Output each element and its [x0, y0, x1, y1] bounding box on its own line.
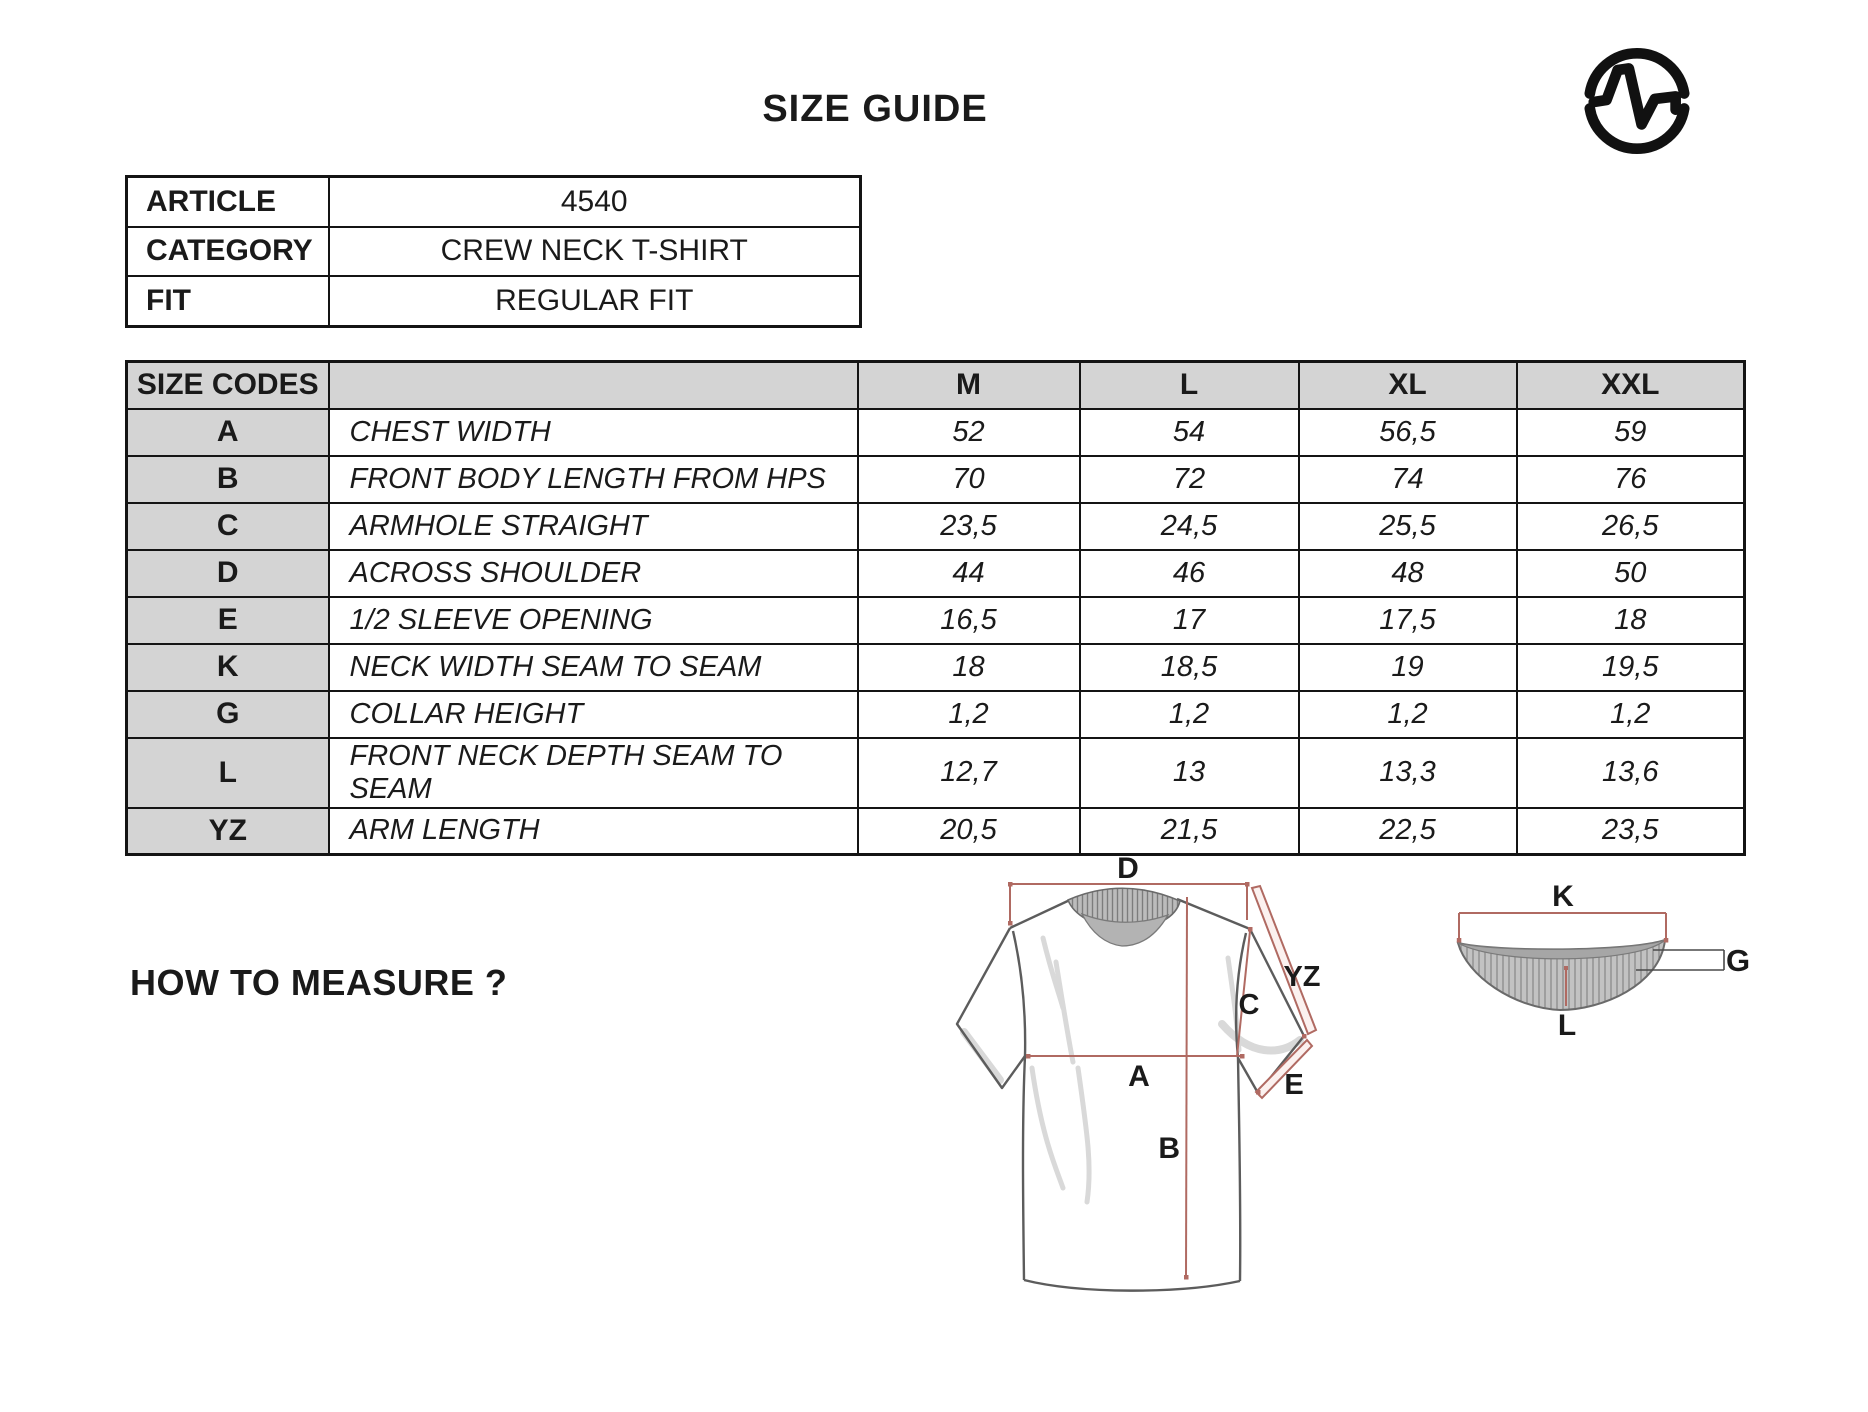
- row-code: B: [127, 456, 329, 503]
- row-name: ARM LENGTH: [329, 808, 858, 855]
- info-row-fit: [127, 276, 861, 326]
- size-header-m: M: [858, 362, 1080, 409]
- row-code: YZ: [127, 808, 329, 855]
- cell-xxl: 23,5: [1517, 808, 1745, 855]
- cell-xl: 17,5: [1299, 597, 1517, 644]
- label-c: C: [1238, 989, 1260, 1021]
- cell-l: 24,5: [1080, 503, 1299, 550]
- row-name: CHEST WIDTH: [329, 409, 858, 456]
- cell-xxl: 26,5: [1517, 503, 1745, 550]
- info-row-category: [127, 227, 861, 277]
- cell-m: 16,5: [858, 597, 1080, 644]
- size-table-header-row: [127, 362, 1745, 409]
- tshirt-diagram: [938, 852, 1330, 1304]
- collar-diagram: [1438, 876, 1760, 1042]
- table-row: [127, 456, 1745, 503]
- row-code: A: [127, 409, 329, 456]
- cell-xxl: 13,6: [1517, 738, 1745, 808]
- row-code: C: [127, 503, 329, 550]
- row-name: ACROSS SHOULDER: [329, 550, 858, 597]
- cell-l: 13: [1080, 738, 1299, 808]
- label-e: E: [1284, 1069, 1304, 1101]
- cell-xxl: 1,2: [1517, 691, 1745, 738]
- logo-n-wave: [1594, 68, 1676, 124]
- measure-band-yz: [1252, 886, 1316, 1034]
- cell-m: 12,7: [858, 738, 1080, 808]
- label-l: L: [1557, 1009, 1577, 1042]
- how-to-measure-heading: HOW TO MEASURE ?: [130, 962, 508, 1003]
- tshirt-collar: [1068, 888, 1180, 946]
- cell-l: 54: [1080, 409, 1299, 456]
- measure-line-b: [1186, 897, 1187, 1277]
- info-label-fit: FIT: [127, 276, 329, 326]
- table-row: [127, 644, 1745, 691]
- cell-m: 70: [858, 456, 1080, 503]
- info-value-article: 4540: [329, 177, 861, 227]
- cell-xl: 25,5: [1299, 503, 1517, 550]
- size-codes-header: SIZE CODES: [127, 362, 329, 409]
- collar-band: [1458, 940, 1665, 1010]
- cell-xxl: 50: [1517, 550, 1745, 597]
- tshirt-measure-dots: [1008, 882, 1307, 1280]
- size-header-l: L: [1080, 362, 1299, 409]
- cell-m: 52: [858, 409, 1080, 456]
- cell-xxl: 76: [1517, 456, 1745, 503]
- cell-l: 21,5: [1080, 808, 1299, 855]
- cell-m: 18: [858, 644, 1080, 691]
- row-code: E: [127, 597, 329, 644]
- cell-xl: 22,5: [1299, 808, 1517, 855]
- table-row: [127, 691, 1745, 738]
- cell-xl: 13,3: [1299, 738, 1517, 808]
- cell-l: 46: [1080, 550, 1299, 597]
- row-name: FRONT NECK DEPTH SEAM TO SEAM: [329, 738, 858, 808]
- cell-xl: 56,5: [1299, 409, 1517, 456]
- label-k: K: [1552, 880, 1574, 913]
- cell-m: 1,2: [858, 691, 1080, 738]
- row-code: L: [127, 738, 329, 808]
- cell-xxl: 19,5: [1517, 644, 1745, 691]
- cell-l: 18,5: [1080, 644, 1299, 691]
- brand-logo-icon: [1576, 40, 1698, 162]
- row-code: K: [127, 644, 329, 691]
- label-yz: YZ: [1283, 961, 1321, 993]
- cell-xxl: 59: [1517, 409, 1745, 456]
- cell-xl: 19: [1299, 644, 1517, 691]
- table-row: [127, 808, 1745, 855]
- measurement-name-header: [329, 362, 858, 409]
- cell-xxl: 18: [1517, 597, 1745, 644]
- row-name: ARMHOLE STRAIGHT: [329, 503, 858, 550]
- table-row: [127, 550, 1745, 597]
- info-label-article: ARTICLE: [127, 177, 329, 227]
- info-value-category: CREW NECK T-SHIRT: [329, 227, 861, 277]
- table-row: [127, 503, 1745, 550]
- cell-l: 72: [1080, 456, 1299, 503]
- cell-l: 17: [1080, 597, 1299, 644]
- table-row: [127, 738, 1745, 808]
- tshirt-measure-lines: [1010, 884, 1316, 1277]
- label-g: G: [1725, 943, 1751, 978]
- label-b: B: [1158, 1132, 1180, 1165]
- info-label-category: CATEGORY: [127, 227, 329, 277]
- cell-xl: 1,2: [1299, 691, 1517, 738]
- table-row: [127, 409, 1745, 456]
- cell-m: 20,5: [858, 808, 1080, 855]
- label-a: A: [1128, 1060, 1150, 1093]
- row-name: FRONT BODY LENGTH FROM HPS: [329, 456, 858, 503]
- cell-m: 23,5: [858, 503, 1080, 550]
- cell-xl: 48: [1299, 550, 1517, 597]
- cell-l: 1,2: [1080, 691, 1299, 738]
- cell-m: 44: [858, 550, 1080, 597]
- size-chart-table: [125, 360, 1746, 856]
- label-d: D: [1117, 852, 1139, 885]
- size-header-xl: XL: [1299, 362, 1517, 409]
- page-title: SIZE GUIDE: [762, 88, 988, 130]
- row-name: NECK WIDTH SEAM TO SEAM: [329, 644, 858, 691]
- row-code: G: [127, 691, 329, 738]
- tshirt-outline: [957, 899, 1304, 1291]
- size-header-xxl: XXL: [1517, 362, 1745, 409]
- row-name: 1/2 SLEEVE OPENING: [329, 597, 858, 644]
- table-row: [127, 597, 1745, 644]
- product-info-table: [125, 175, 862, 328]
- info-row-article: [127, 177, 861, 227]
- cell-xl: 74: [1299, 456, 1517, 503]
- row-name: COLLAR HEIGHT: [329, 691, 858, 738]
- row-code: D: [127, 550, 329, 597]
- info-value-fit: REGULAR FIT: [329, 276, 861, 326]
